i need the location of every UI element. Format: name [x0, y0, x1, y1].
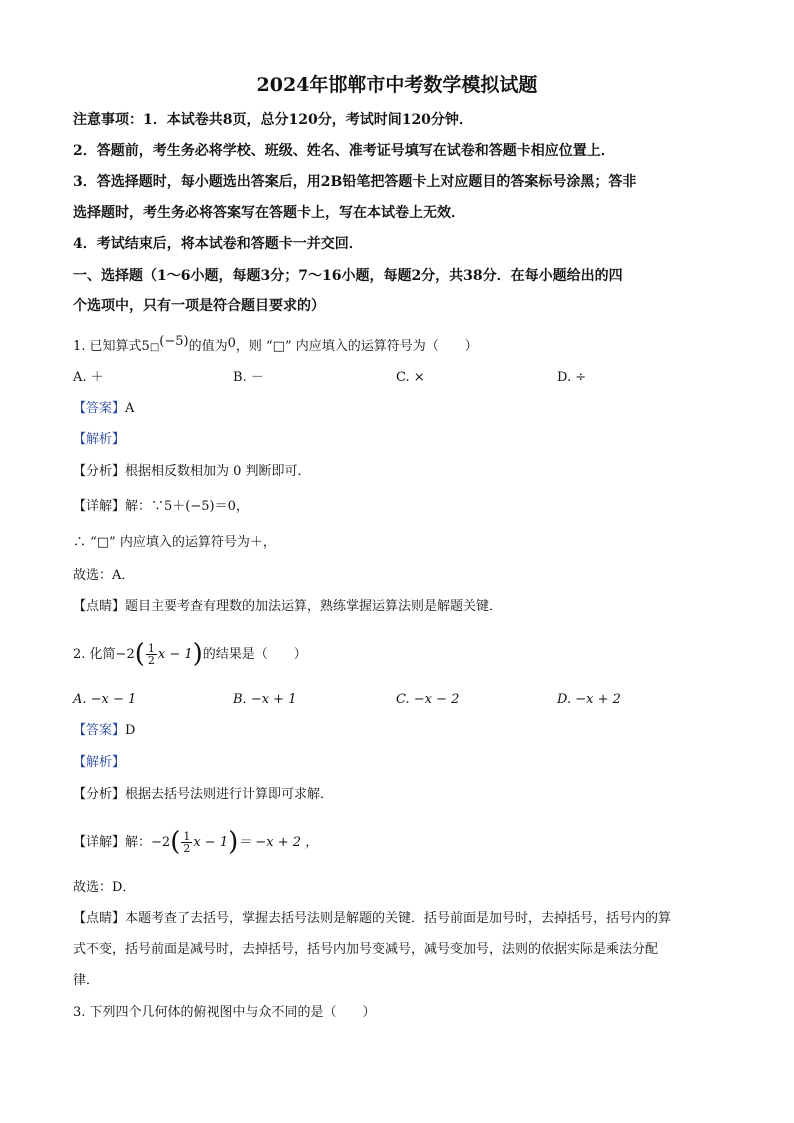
q1-stem — [73, 334, 478, 358]
q1-prefix: 1. 已知算式 — [73, 339, 142, 354]
q2-option-d: D. −x + 2 — [557, 692, 621, 707]
q1-comment-text: 题目主要考查有理数的加法运算，熟练掌握运算法则是解题关键． — [125, 599, 503, 614]
q1-comment — [73, 597, 502, 617]
q2-paren-right: ) — [192, 639, 203, 669]
notes-line-3b: 选择题时，考生务必将答案写在答题卡上，写在本试卷上无效． — [73, 205, 465, 221]
section-heading-line-1: 一、选择题（1～6小题，每题3分；7～16小题，每题2分，共38分．在每小题给出的四 — [73, 268, 623, 284]
q2-comment-text-1: 本题考查了去括号，掌握去括号法则是解题的关键．括号前面是加号时，去掉括号，括号内的算 — [125, 911, 672, 926]
q1-fenxi-tag: 【分析】 — [73, 464, 126, 479]
q2-detail-pre: 解：−2 — [125, 835, 171, 850]
q1-choose: 故选：A． — [73, 568, 135, 583]
q2-fenxi-tag: 【分析】 — [73, 787, 126, 802]
q2-detail-inner: x − 1 — [193, 835, 229, 850]
q2-detail-frac-num: 1 — [183, 830, 191, 843]
q2-detail-paren-right: ) — [228, 827, 239, 857]
q1-option-a: A. ＋ — [73, 370, 104, 385]
q2-option-b: B. −x + 1 — [233, 692, 297, 707]
q2-frac-den: 2 — [147, 654, 155, 667]
q2-option-a: A. −x − 1 — [73, 692, 137, 707]
q1-option-c: C. × — [396, 370, 425, 385]
q1-option-b: B. － — [233, 370, 264, 385]
q1-answer — [73, 399, 134, 419]
q2-comment-line-1 — [73, 909, 671, 929]
q2-prefix: 2. 化简 — [73, 647, 116, 662]
q1-analysis-tag: 【解析】 — [73, 432, 126, 447]
q1-comment-tag: 【点睛】 — [73, 599, 126, 614]
q2-comment-line-2: 式不变，括号前面是减号时，去掉括号，括号内加号变减号，减号变加号，法则的依据实际是乘法分配 — [73, 942, 659, 957]
q2-answer — [73, 721, 135, 741]
q1-mid: 的值为 — [188, 339, 228, 354]
q2-detail — [73, 827, 319, 857]
q2-fenxi-text: 根据去括号法则进行计算即可求解． — [125, 787, 334, 802]
q1-detail-text: 解：∵5＋(−5)＝0， — [125, 499, 249, 514]
q2-stem — [73, 639, 307, 669]
q2-expr-pre: −2 — [115, 647, 135, 662]
q2-fenxi — [73, 785, 333, 805]
q1-fenxi — [73, 462, 311, 482]
q1-expr-neg5: (−5) — [159, 334, 189, 349]
notes-line-1: 注意事项：1．本试卷共8页，总分120分，考试时间120分钟． — [73, 112, 473, 128]
q1-detail-tag: 【详解】 — [73, 499, 126, 514]
q2-frac-num: 1 — [147, 642, 155, 655]
q2-choose: 故选：D． — [73, 880, 136, 895]
q2-fraction — [146, 643, 157, 666]
q1-therefore: ∴ “□” 内应填入的运算符号为＋， — [73, 535, 276, 550]
notes-line-3a: 3．答选择题时，每小题选出答案后，用2B铅笔把答题卡上对应题目的答案标号涂黑；答非 — [73, 174, 637, 190]
q2-answer-value: D — [125, 723, 136, 738]
q1-box: □ — [149, 342, 160, 353]
q1-answer-tag: 【答案】 — [73, 401, 126, 416]
q1-option-d: D. ÷ — [557, 370, 587, 385]
q2-comment-tag: 【点睛】 — [73, 911, 126, 926]
notes-line-2: 2．答题前，考生务必将学校、班级、姓名、准考证号填写在试卷和答题卡相应位置上． — [73, 143, 615, 159]
q2-detail-fraction — [181, 831, 192, 854]
q2-detail-post: ＝ −x + 2 ， — [238, 835, 319, 850]
q2-detail-paren-left: ( — [170, 827, 181, 857]
q1-suffix: ，则 “□” 内应填入的运算符号为（ ） — [235, 339, 478, 354]
q2-analysis-tag: 【解析】 — [73, 755, 126, 770]
page-title: 2024年邯郸市中考数学模拟试题 — [256, 74, 538, 96]
q1-expr-5: 5 — [141, 339, 150, 354]
q2-option-c: C. −x − 2 — [396, 692, 460, 707]
q2-detail-tag: 【详解】 — [73, 835, 126, 850]
q2-detail-frac-den: 2 — [183, 842, 191, 855]
q1-detail — [73, 497, 249, 517]
q2-paren-left: ( — [134, 639, 145, 669]
q1-zero: 0 — [227, 336, 236, 351]
section-heading-line-2: 个选项中，只有一项是符合题目要求的） — [73, 298, 325, 314]
q1-answer-value: A — [125, 401, 135, 416]
q2-suffix: 的结果是（ ） — [202, 647, 307, 662]
q3-stem: 3. 下列四个几何体的俯视图中与众不同的是（ ） — [73, 1005, 376, 1020]
q2-answer-tag: 【答案】 — [73, 723, 126, 738]
q2-expr-inner: x − 1 — [157, 647, 193, 662]
q2-comment-line-3: 律． — [73, 973, 100, 988]
notes-line-4: 4．考试结束后，将本试卷和答题卡一并交回． — [73, 236, 363, 252]
q1-fenxi-text: 根据相反数相加为 0 判断即可． — [125, 464, 311, 479]
